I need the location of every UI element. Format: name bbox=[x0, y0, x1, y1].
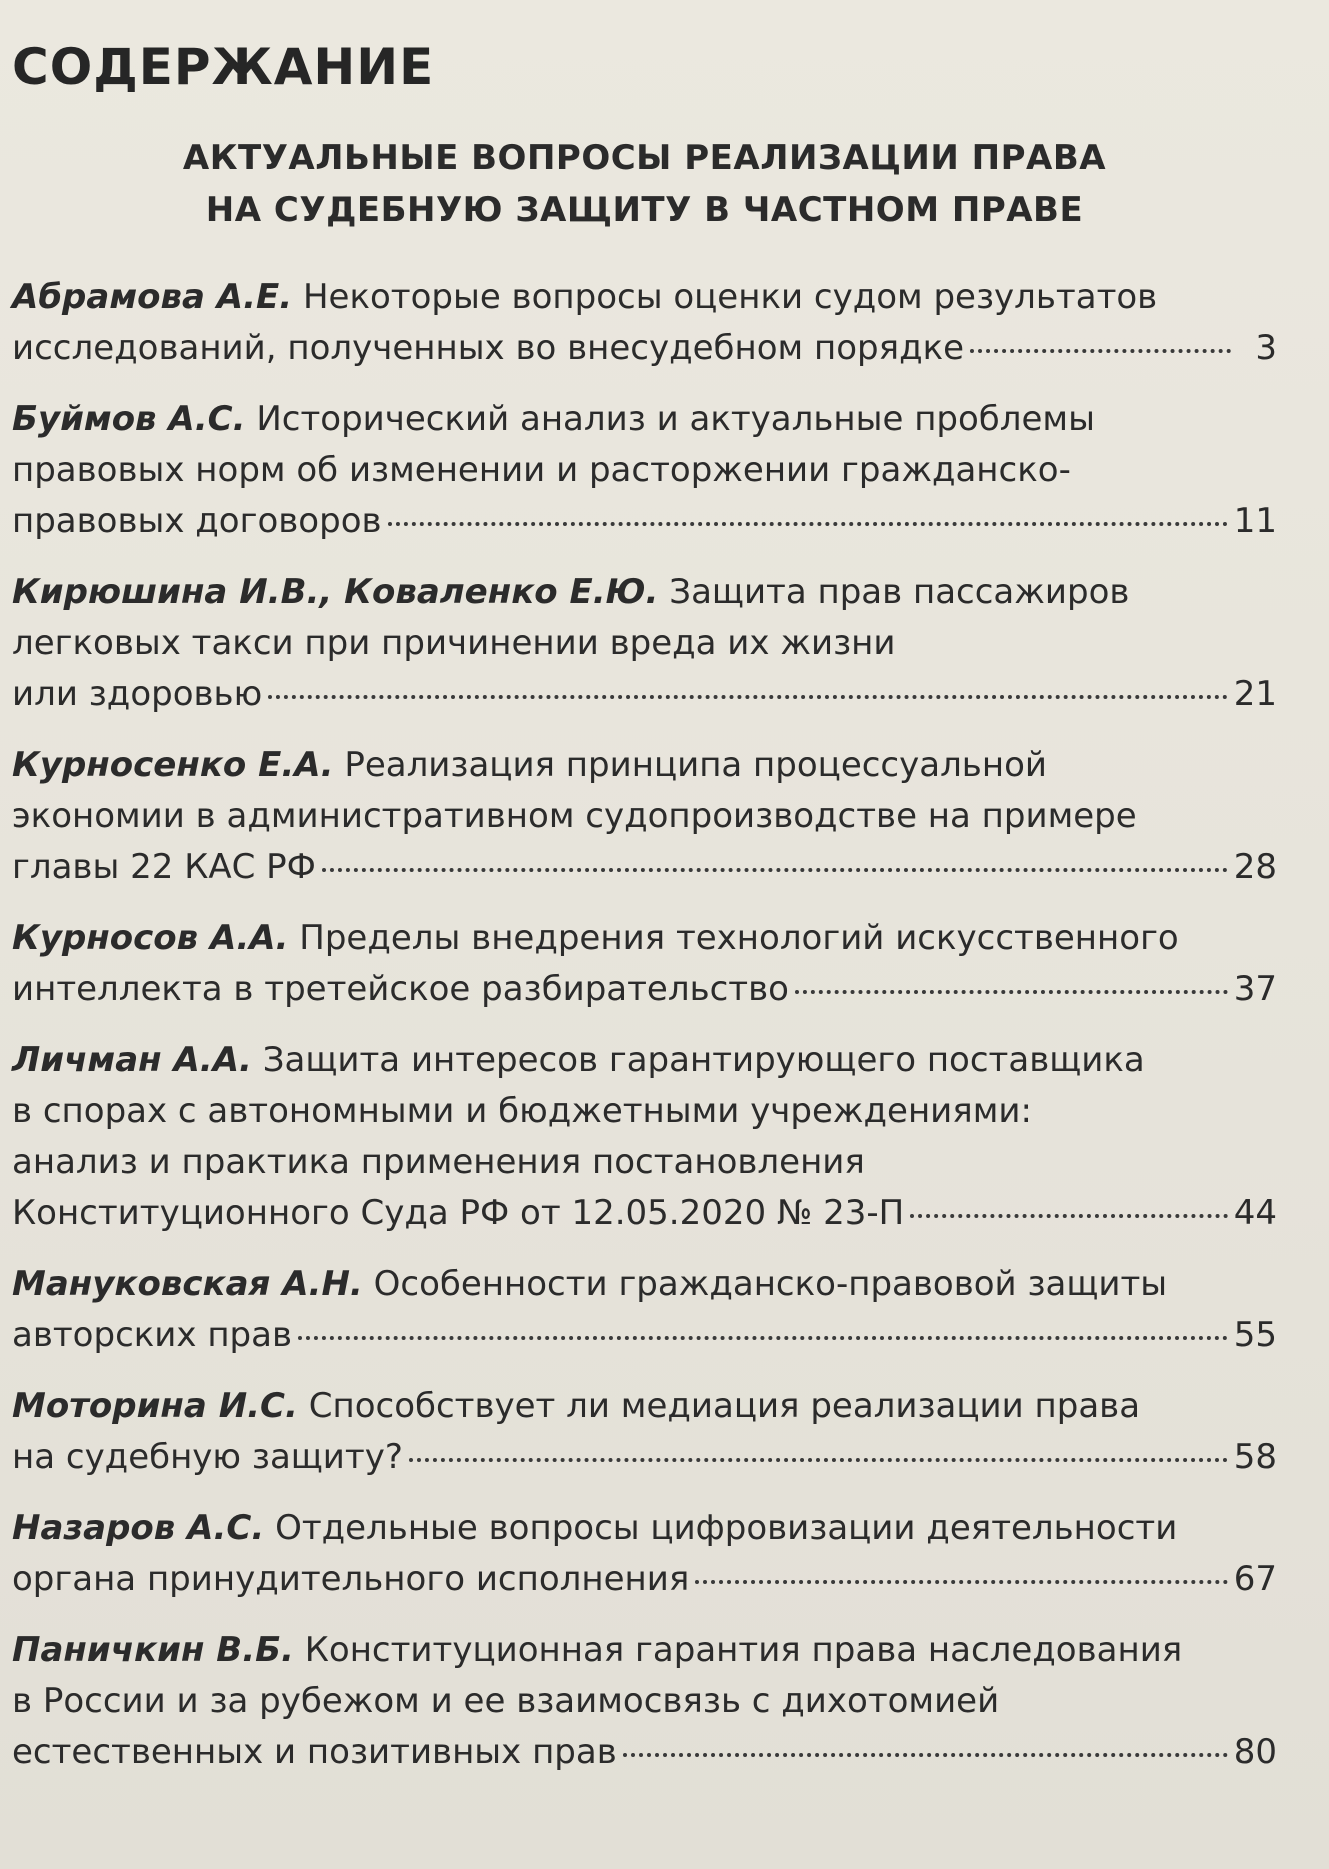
entry-title-line: Некоторые вопросы оценки судом результатов bbox=[302, 277, 1158, 317]
entry-title-line: на судебную защиту? bbox=[12, 1437, 403, 1477]
entry-last-line bbox=[12, 1554, 1277, 1605]
page-number: 3 bbox=[1255, 328, 1277, 368]
entry-author: Кирюшина И.В., Коваленко Е.Ю. bbox=[12, 572, 659, 612]
page-number: 80 bbox=[1233, 1732, 1277, 1772]
page-number: 44 bbox=[1233, 1193, 1277, 1233]
entry-author: Абрамова А.Е. bbox=[12, 277, 293, 317]
toc-entry[interactable] bbox=[12, 1035, 1277, 1239]
toc-entry[interactable] bbox=[12, 567, 1277, 720]
page-number: 37 bbox=[1233, 969, 1277, 1009]
entry-title-line: правовых норм об изменении и расторжении гражданско- bbox=[12, 450, 1071, 490]
entry-author: Курносенко Е.А. bbox=[12, 745, 334, 785]
toc-entry[interactable] bbox=[12, 1381, 1277, 1483]
toc-entry[interactable] bbox=[12, 272, 1277, 374]
page-number: 55 bbox=[1233, 1315, 1277, 1355]
dot-leader bbox=[322, 868, 1228, 872]
dot-leader bbox=[970, 349, 1231, 353]
toc-entry[interactable] bbox=[12, 1259, 1277, 1361]
entry-last-line bbox=[12, 1188, 1277, 1239]
entry-title-line: авторских прав bbox=[12, 1315, 293, 1355]
page-number: 67 bbox=[1233, 1559, 1277, 1599]
page-number: 28 bbox=[1233, 847, 1277, 887]
entry-author: Буймов А.С. bbox=[12, 399, 246, 439]
entry-title-line: экономии в административном судопроизводстве на примере bbox=[12, 796, 1137, 836]
entry-first-line bbox=[12, 740, 1277, 791]
entry-title-line: Реализация принципа процессуальной bbox=[344, 745, 1047, 785]
entry-first-line bbox=[12, 1381, 1277, 1432]
entry-last-line bbox=[12, 496, 1277, 547]
entry-title-line: Отдельные вопросы цифровизации деятельности bbox=[275, 1508, 1178, 1548]
entry-last-line bbox=[12, 669, 1277, 720]
entry-title-line: Способствует ли медиация реализации права bbox=[308, 1386, 1141, 1426]
entry-author: Назаров А.С. bbox=[12, 1508, 265, 1548]
toc-entry[interactable] bbox=[12, 394, 1277, 547]
entry-author: Моторина И.С. bbox=[12, 1386, 298, 1426]
entry-title-line: правовых договоров bbox=[12, 501, 382, 541]
entry-title-line: Исторический анализ и актуальные проблемы bbox=[256, 399, 1095, 439]
entry-title-line: легковых такси при причинении вреда их жизни bbox=[12, 623, 896, 663]
dot-leader bbox=[268, 695, 1228, 699]
entry-author: Мануковская А.Н. bbox=[12, 1264, 363, 1304]
entry-last-line bbox=[12, 842, 1277, 893]
entry-title-line: Защита интересов гарантирующего поставщика bbox=[262, 1040, 1145, 1080]
entry-first-line bbox=[12, 1625, 1277, 1676]
toc-entry[interactable] bbox=[12, 740, 1277, 893]
entry-title-line: в России и за рубежом и ее взаимосвязь с дихотомией bbox=[12, 1681, 1000, 1721]
entry-title-line: или здоровью bbox=[12, 674, 263, 714]
dot-leader bbox=[795, 990, 1228, 994]
page-number: 21 bbox=[1233, 674, 1277, 714]
entry-last-line bbox=[12, 323, 1277, 374]
entry-first-line bbox=[12, 1259, 1277, 1310]
entry-title-line: анализ и практика применения постановления bbox=[12, 1142, 865, 1182]
section-title-line-2: НА СУДЕБНУЮ ЗАЩИТУ В ЧАСТНОМ ПРАВЕ bbox=[205, 190, 1084, 230]
dot-leader bbox=[298, 1336, 1228, 1340]
entry-title-line: интеллекта в третейское разбирательство bbox=[12, 969, 789, 1009]
dot-leader bbox=[910, 1214, 1228, 1218]
entry-author: Личман А.А. bbox=[12, 1040, 252, 1080]
entry-first-line bbox=[12, 394, 1277, 445]
entry-last-line bbox=[12, 1432, 1277, 1483]
toc-heading: СОДЕРЖАНИЕ bbox=[12, 38, 435, 96]
dot-leader bbox=[388, 522, 1228, 526]
page-number: 11 bbox=[1233, 501, 1277, 541]
dot-leader bbox=[409, 1458, 1228, 1462]
entry-first-line bbox=[12, 272, 1277, 323]
dot-leader bbox=[695, 1580, 1227, 1584]
entry-title-line: Конституционного Суда РФ от 12.05.2020 № 23-П bbox=[12, 1193, 905, 1233]
entry-title-line: Пределы внедрения технологий искусственного bbox=[299, 918, 1179, 958]
entry-first-line bbox=[12, 1035, 1277, 1086]
entry-last-line bbox=[12, 1727, 1277, 1778]
section-title-line-1: АКТУАЛЬНЫЕ ВОПРОСЫ РЕАЛИЗАЦИИ ПРАВА bbox=[182, 138, 1107, 178]
entry-title-line: в спорах с автономными и бюджетными учреждениями: bbox=[12, 1091, 1032, 1131]
entry-first-line bbox=[12, 567, 1277, 618]
entry-title-line: естественных и позитивных прав bbox=[12, 1732, 617, 1772]
entry-first-line bbox=[12, 913, 1277, 964]
entry-first-line bbox=[12, 1503, 1277, 1554]
entry-title-line: Защита прав пассажиров bbox=[669, 572, 1130, 612]
entry-title-line: исследований, полученных во внесудебном порядке bbox=[12, 328, 965, 368]
entry-title-line: органа принудительного исполнения bbox=[12, 1559, 690, 1599]
toc-entry[interactable] bbox=[12, 913, 1277, 1015]
entry-author: Паничкин В.Б. bbox=[12, 1630, 294, 1670]
entry-title-line: Конституционная гарантия права наследования bbox=[304, 1630, 1183, 1670]
dot-leader bbox=[623, 1753, 1228, 1757]
toc-entries bbox=[12, 272, 1277, 1778]
toc-entry[interactable] bbox=[12, 1503, 1277, 1605]
entry-last-line bbox=[12, 1310, 1277, 1361]
entry-last-line bbox=[12, 964, 1277, 1015]
entry-title-line: главы 22 КАС РФ bbox=[12, 847, 316, 887]
toc-entry[interactable] bbox=[12, 1625, 1277, 1778]
entry-title-line: Особенности гражданско-правовой защиты bbox=[373, 1264, 1168, 1304]
entry-author: Курносов А.А. bbox=[12, 918, 289, 958]
page-number: 58 bbox=[1233, 1437, 1277, 1477]
section-title bbox=[12, 132, 1277, 236]
